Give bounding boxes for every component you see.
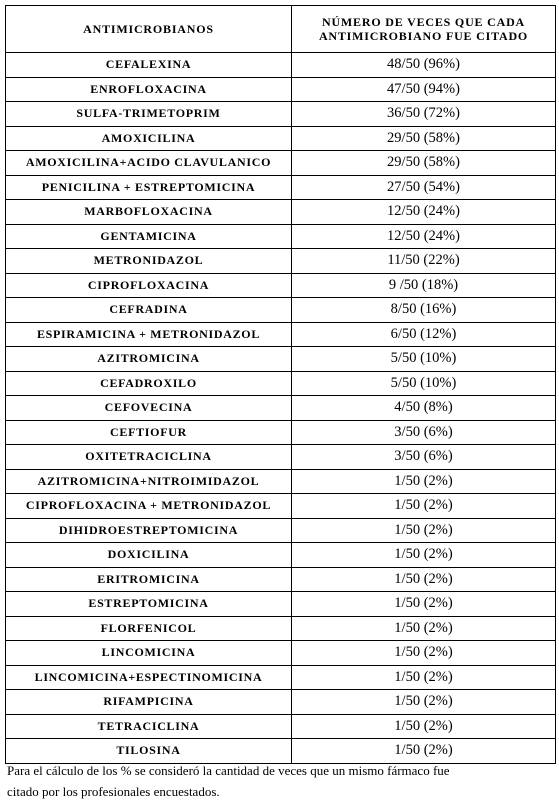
citation-count-cell: 12/50 (24%) — [292, 200, 556, 225]
table-row — [6, 77, 556, 102]
table-row — [6, 126, 556, 151]
citation-count-cell: 3/50 (6%) — [292, 445, 556, 470]
antimicrobials-table — [5, 5, 556, 764]
antimicrobial-name-cell: CEFADROXILO — [6, 371, 292, 396]
column-header-line-2: ANTIMICROBIANO FUE CITADO — [318, 29, 529, 43]
table-row — [6, 322, 556, 347]
column-header-veces-citado — [292, 6, 556, 53]
table-row — [6, 151, 556, 176]
citation-count-cell: 47/50 (94%) — [292, 77, 556, 102]
citation-count-cell: 1/50 (2%) — [292, 567, 556, 592]
citation-count-cell: 11/50 (22%) — [292, 249, 556, 274]
table-row — [6, 567, 556, 592]
antimicrobial-name-cell: DOXICILINA — [6, 543, 292, 568]
citation-count-cell: 29/50 (58%) — [292, 126, 556, 151]
antimicrobial-name-cell: AMOXICILINA — [6, 126, 292, 151]
antimicrobial-name-cell: AZITROMICINA — [6, 347, 292, 372]
antimicrobial-name-cell: AMOXICILINA+ACIDO CLAVULANICO — [6, 151, 292, 176]
table-row — [6, 396, 556, 421]
antimicrobial-name-cell: CIPROFLOXACINA — [6, 273, 292, 298]
citation-count-cell: 3/50 (6%) — [292, 420, 556, 445]
antimicrobial-name-cell: MARBOFLOXACINA — [6, 200, 292, 225]
antimicrobial-name-cell: CEFOVECINA — [6, 396, 292, 421]
table-row — [6, 616, 556, 641]
citation-count-cell: 1/50 (2%) — [292, 469, 556, 494]
citation-count-cell: 27/50 (54%) — [292, 175, 556, 200]
table-row — [6, 592, 556, 617]
citation-count-cell: 1/50 (2%) — [292, 616, 556, 641]
citation-count-cell: 1/50 (2%) — [292, 543, 556, 568]
table-row — [6, 665, 556, 690]
footnote-line-1: Para el cálculo de los % se consideró la cantidad de veces que un mismo fármaco fue — [7, 763, 450, 778]
antimicrobial-name-cell: DIHIDROESTREPTOMICINA — [6, 518, 292, 543]
antimicrobial-name-cell: ERITROMICINA — [6, 567, 292, 592]
citation-count-cell: 5/50 (10%) — [292, 347, 556, 372]
table-row — [6, 249, 556, 274]
column-header-antimicrobianos: ANTIMICROBIANOS — [6, 6, 292, 53]
citation-count-cell: 29/50 (58%) — [292, 151, 556, 176]
citation-count-cell: 1/50 (2%) — [292, 665, 556, 690]
table-row — [6, 347, 556, 372]
table-row — [6, 469, 556, 494]
table-row — [6, 690, 556, 715]
table-header-row — [6, 6, 556, 53]
citation-count-cell: 1/50 (2%) — [292, 690, 556, 715]
citation-count-cell: 1/50 (2%) — [292, 739, 556, 764]
citation-count-cell: 8/50 (16%) — [292, 298, 556, 323]
table-row — [6, 371, 556, 396]
table-row — [6, 175, 556, 200]
table-row — [6, 53, 556, 78]
citation-count-cell: 1/50 (2%) — [292, 592, 556, 617]
table-row — [6, 494, 556, 519]
antimicrobial-name-cell: RIFAMPICINA — [6, 690, 292, 715]
antimicrobial-name-cell: TILOSINA — [6, 739, 292, 764]
antimicrobial-name-cell: OXITETRACICLINA — [6, 445, 292, 470]
table-row — [6, 714, 556, 739]
antimicrobial-name-cell: TETRACICLINA — [6, 714, 292, 739]
antimicrobial-name-cell: METRONIDAZOL — [6, 249, 292, 274]
antimicrobial-name-cell: CEFTIOFUR — [6, 420, 292, 445]
antimicrobial-name-cell: CEFRADINA — [6, 298, 292, 323]
citation-count-cell: 4/50 (8%) — [292, 396, 556, 421]
footnote-line-2: citado por los profesionales encuestados. — [7, 784, 220, 799]
citation-count-cell: 48/50 (96%) — [292, 53, 556, 78]
table-body — [6, 53, 556, 764]
citation-count-cell: 1/50 (2%) — [292, 714, 556, 739]
column-header-line-1: NÚMERO DE VECES QUE CADA — [322, 15, 525, 29]
footnote — [7, 760, 547, 802]
table-row — [6, 224, 556, 249]
citation-count-cell: 9 /50 (18%) — [292, 273, 556, 298]
antimicrobial-name-cell: CIPROFLOXACINA + METRONIDAZOL — [6, 494, 292, 519]
citation-count-cell: 6/50 (12%) — [292, 322, 556, 347]
antimicrobial-name-cell: SULFA-TRIMETOPRIM — [6, 102, 292, 127]
table-row — [6, 445, 556, 470]
antimicrobial-name-cell: ESPIRAMICINA + METRONIDAZOL — [6, 322, 292, 347]
citation-count-cell: 5/50 (10%) — [292, 371, 556, 396]
table-row — [6, 420, 556, 445]
table-row — [6, 641, 556, 666]
table-row — [6, 518, 556, 543]
citation-count-cell: 36/50 (72%) — [292, 102, 556, 127]
citation-count-cell: 1/50 (2%) — [292, 641, 556, 666]
antimicrobial-name-cell: AZITROMICINA+NITROIMIDAZOL — [6, 469, 292, 494]
antimicrobial-name-cell: GENTAMICINA — [6, 224, 292, 249]
citation-count-cell: 1/50 (2%) — [292, 494, 556, 519]
citation-count-cell: 12/50 (24%) — [292, 224, 556, 249]
antimicrobial-name-cell: CEFALEXINA — [6, 53, 292, 78]
table-row — [6, 273, 556, 298]
antimicrobial-name-cell: FLORFENICOL — [6, 616, 292, 641]
antimicrobial-name-cell: PENICILINA + ESTREPTOMICINA — [6, 175, 292, 200]
table-row — [6, 298, 556, 323]
table-row — [6, 102, 556, 127]
table-row — [6, 543, 556, 568]
table-row — [6, 200, 556, 225]
antimicrobial-name-cell: ESTREPTOMICINA — [6, 592, 292, 617]
antimicrobial-name-cell: ENROFLOXACINA — [6, 77, 292, 102]
citation-count-cell: 1/50 (2%) — [292, 518, 556, 543]
antimicrobial-name-cell: LINCOMICINA+ESPECTINOMICINA — [6, 665, 292, 690]
antimicrobial-name-cell: LINCOMICINA — [6, 641, 292, 666]
